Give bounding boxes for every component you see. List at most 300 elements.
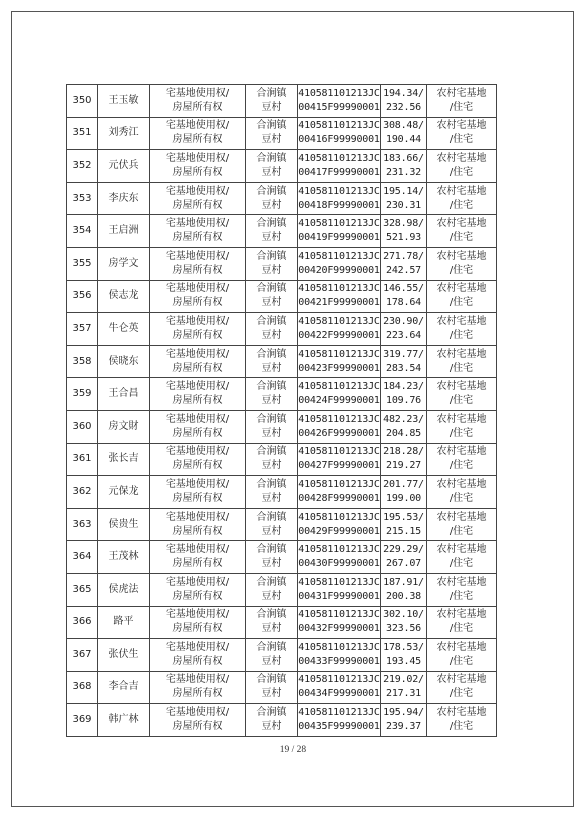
area-cell <box>381 671 427 704</box>
right-type-line: 房屋所有权 <box>172 492 223 504</box>
area-cell <box>381 573 427 606</box>
unit-code-cell <box>298 378 381 411</box>
location-cell <box>246 247 298 280</box>
owner-name-cell: 张伏生 <box>98 639 150 672</box>
owner-name-cell: 牛仑英 <box>98 313 150 346</box>
right-type-cell <box>150 345 246 378</box>
right-type-line: 宅基地使用权/ <box>165 641 230 653</box>
land-use-cell <box>427 117 497 150</box>
land-use-line: 农村宅基地 <box>436 185 487 197</box>
row-number-cell: 360 <box>67 410 98 443</box>
owner-name-cell: 路平 <box>98 606 150 639</box>
land-use-line: /住宅 <box>449 199 474 211</box>
owner-name-cell: 王茂林 <box>98 541 150 574</box>
right-type-line: 房屋所有权 <box>172 232 223 244</box>
location-line: 豆村 <box>261 427 282 439</box>
row-number-cell: 352 <box>67 150 98 183</box>
unit-code-cell <box>298 639 381 672</box>
location-cell <box>246 704 298 737</box>
unit-code-cell <box>298 182 381 215</box>
unit-code-line: 00433F99990001 <box>298 655 380 667</box>
location-line: 合涧镇 <box>256 218 287 230</box>
land-use-cell <box>427 573 497 606</box>
right-type-line: 房屋所有权 <box>172 623 223 635</box>
location-cell <box>246 639 298 672</box>
row-number-cell: 354 <box>67 215 98 248</box>
area-line: 223.64 <box>386 329 421 341</box>
land-use-line: /住宅 <box>449 590 474 602</box>
unit-code-line: 410581101213JC <box>298 283 380 295</box>
owner-name-cell: 王启洲 <box>98 215 150 248</box>
row-number-cell: 362 <box>67 476 98 509</box>
right-type-line: 房屋所有权 <box>172 655 223 667</box>
location-line: 豆村 <box>261 232 282 244</box>
location-line: 合涧镇 <box>256 446 287 458</box>
owner-name-cell: 刘秀江 <box>98 117 150 150</box>
land-use-line: 农村宅基地 <box>436 152 487 164</box>
land-use-line: /住宅 <box>449 395 474 407</box>
location-line: 合涧镇 <box>256 576 287 588</box>
unit-code-cell <box>298 476 381 509</box>
unit-code-line: 00429F99990001 <box>298 525 380 537</box>
land-use-cell <box>427 476 497 509</box>
unit-code-line: 410581101213JC <box>298 348 380 360</box>
right-type-line: 宅基地使用权/ <box>165 120 230 132</box>
area-cell <box>381 704 427 737</box>
owner-name-cell: 王合昌 <box>98 378 150 411</box>
area-cell <box>381 378 427 411</box>
land-use-cell <box>427 247 497 280</box>
right-type-line: 房屋所有权 <box>172 558 223 570</box>
right-type-line: 宅基地使用权/ <box>165 707 230 719</box>
unit-code-cell <box>298 671 381 704</box>
location-cell <box>246 410 298 443</box>
location-line: 合涧镇 <box>256 120 287 132</box>
location-line: 豆村 <box>261 395 282 407</box>
location-line: 合涧镇 <box>256 185 287 197</box>
land-use-cell <box>427 85 497 118</box>
unit-code-cell <box>298 443 381 476</box>
row-number-cell: 359 <box>67 378 98 411</box>
land-use-cell <box>427 215 497 248</box>
table-row <box>67 247 497 280</box>
location-line: 豆村 <box>261 460 282 472</box>
right-type-line: 宅基地使用权/ <box>165 152 230 164</box>
page-number: 19 / 28 <box>279 745 307 755</box>
owner-name-cell: 侯晓东 <box>98 345 150 378</box>
row-number-cell: 364 <box>67 541 98 574</box>
area-line: 199.00 <box>386 492 421 504</box>
unit-code-line: 410581101213JC <box>298 707 380 719</box>
area-line: 319.77/ <box>383 348 424 360</box>
land-use-line: /住宅 <box>449 460 474 472</box>
right-type-line: 宅基地使用权/ <box>165 576 230 588</box>
right-type-cell <box>150 476 246 509</box>
location-line: 豆村 <box>261 134 282 146</box>
right-type-cell <box>150 410 246 443</box>
registry-table <box>66 84 497 737</box>
right-type-line: 房屋所有权 <box>172 721 223 733</box>
table-row <box>67 476 497 509</box>
area-cell <box>381 410 427 443</box>
land-use-cell <box>427 508 497 541</box>
land-use-cell <box>427 606 497 639</box>
table-row <box>67 410 497 443</box>
unit-code-line: 410581101213JC <box>298 609 380 621</box>
unit-code-line: 00416F99990001 <box>298 134 380 146</box>
location-cell <box>246 313 298 346</box>
area-cell <box>381 150 427 183</box>
land-use-cell <box>427 443 497 476</box>
land-use-line: 农村宅基地 <box>436 446 487 458</box>
right-type-cell <box>150 313 246 346</box>
right-type-line: 房屋所有权 <box>172 166 223 178</box>
location-line: 合涧镇 <box>256 641 287 653</box>
row-number-cell: 351 <box>67 117 98 150</box>
right-type-line: 宅基地使用权/ <box>165 250 230 262</box>
area-line: 215.15 <box>386 525 421 537</box>
location-cell <box>246 117 298 150</box>
location-cell <box>246 345 298 378</box>
area-cell <box>381 247 427 280</box>
right-type-cell <box>150 639 246 672</box>
table-row <box>67 345 497 378</box>
owner-name-cell: 侯虎法 <box>98 573 150 606</box>
location-cell <box>246 476 298 509</box>
right-type-cell <box>150 573 246 606</box>
area-line: 204.85 <box>386 427 421 439</box>
table-row <box>67 313 497 346</box>
land-use-cell <box>427 704 497 737</box>
land-use-line: 农村宅基地 <box>436 120 487 132</box>
right-type-cell <box>150 541 246 574</box>
area-line: 195.14/ <box>383 185 424 197</box>
unit-code-cell <box>298 313 381 346</box>
table-row <box>67 182 497 215</box>
location-cell <box>246 280 298 313</box>
table-row <box>67 639 497 672</box>
land-use-line: /住宅 <box>449 558 474 570</box>
area-line: 183.66/ <box>383 152 424 164</box>
right-type-line: 房屋所有权 <box>172 362 223 374</box>
area-line: 146.55/ <box>383 283 424 295</box>
land-use-line: 农村宅基地 <box>436 511 487 523</box>
right-type-line: 宅基地使用权/ <box>165 381 230 393</box>
location-line: 合涧镇 <box>256 87 287 99</box>
area-cell <box>381 476 427 509</box>
location-cell <box>246 573 298 606</box>
right-type-line: 宅基地使用权/ <box>165 478 230 490</box>
right-type-line: 房屋所有权 <box>172 688 223 700</box>
location-cell <box>246 85 298 118</box>
right-type-line: 房屋所有权 <box>172 264 223 276</box>
location-line: 合涧镇 <box>256 413 287 425</box>
location-line: 豆村 <box>261 329 282 341</box>
area-line: 194.34/ <box>383 87 424 99</box>
area-line: 190.44 <box>386 134 421 146</box>
area-line: 482.23/ <box>383 413 424 425</box>
right-type-line: 房屋所有权 <box>172 297 223 309</box>
unit-code-line: 410581101213JC <box>298 446 380 458</box>
table-row <box>67 85 497 118</box>
land-use-line: 农村宅基地 <box>436 674 487 686</box>
land-use-line: 农村宅基地 <box>436 609 487 621</box>
area-cell <box>381 443 427 476</box>
unit-code-line: 00421F99990001 <box>298 297 380 309</box>
row-number-cell: 367 <box>67 639 98 672</box>
location-line: 豆村 <box>261 101 282 113</box>
area-line: 230.90/ <box>383 315 424 327</box>
land-use-cell <box>427 378 497 411</box>
right-type-line: 房屋所有权 <box>172 460 223 472</box>
owner-name-cell: 房学文 <box>98 247 150 280</box>
area-line: 323.56 <box>386 623 421 635</box>
right-type-cell <box>150 378 246 411</box>
location-cell <box>246 378 298 411</box>
unit-code-line: 410581101213JC <box>298 381 380 393</box>
location-line: 豆村 <box>261 525 282 537</box>
right-type-line: 宅基地使用权/ <box>165 544 230 556</box>
land-use-cell <box>427 410 497 443</box>
area-cell <box>381 182 427 215</box>
owner-name-cell: 李庆东 <box>98 182 150 215</box>
location-line: 豆村 <box>261 655 282 667</box>
area-line: 271.78/ <box>383 250 424 262</box>
location-cell <box>246 150 298 183</box>
row-number-cell: 358 <box>67 345 98 378</box>
right-type-cell <box>150 280 246 313</box>
unit-code-line: 410581101213JC <box>298 120 380 132</box>
right-type-cell <box>150 704 246 737</box>
area-line: 178.53/ <box>383 641 424 653</box>
land-use-line: /住宅 <box>449 166 474 178</box>
location-line: 豆村 <box>261 297 282 309</box>
unit-code-line: 00428F99990001 <box>298 492 380 504</box>
land-use-cell <box>427 541 497 574</box>
right-type-cell <box>150 508 246 541</box>
area-cell <box>381 541 427 574</box>
row-number-cell: 357 <box>67 313 98 346</box>
row-number-cell: 363 <box>67 508 98 541</box>
location-cell <box>246 606 298 639</box>
land-use-line: 农村宅基地 <box>436 87 487 99</box>
location-cell <box>246 508 298 541</box>
location-line: 豆村 <box>261 623 282 635</box>
area-line: 195.94/ <box>383 707 424 719</box>
area-line: 239.37 <box>386 721 421 733</box>
unit-code-line: 410581101213JC <box>298 87 380 99</box>
right-type-cell <box>150 671 246 704</box>
table-row <box>67 671 497 704</box>
area-line: 283.54 <box>386 362 421 374</box>
unit-code-cell <box>298 606 381 639</box>
unit-code-line: 410581101213JC <box>298 511 380 523</box>
right-type-line: 宅基地使用权/ <box>165 315 230 327</box>
right-type-line: 宅基地使用权/ <box>165 348 230 360</box>
right-type-line: 房屋所有权 <box>172 427 223 439</box>
area-cell <box>381 117 427 150</box>
location-line: 豆村 <box>261 558 282 570</box>
location-line: 豆村 <box>261 362 282 374</box>
area-line: 217.31 <box>386 688 421 700</box>
table-row <box>67 508 497 541</box>
right-type-line: 宅基地使用权/ <box>165 218 230 230</box>
unit-code-line: 00432F99990001 <box>298 623 380 635</box>
area-line: 218.28/ <box>383 446 424 458</box>
land-use-cell <box>427 345 497 378</box>
unit-code-line: 00426F99990001 <box>298 427 380 439</box>
land-use-line: /住宅 <box>449 297 474 309</box>
land-use-cell <box>427 671 497 704</box>
unit-code-line: 00420F99990001 <box>298 264 380 276</box>
location-line: 合涧镇 <box>256 348 287 360</box>
area-line: 231.32 <box>386 166 421 178</box>
land-use-line: 农村宅基地 <box>436 576 487 588</box>
unit-code-line: 410581101213JC <box>298 185 380 197</box>
location-line: 豆村 <box>261 199 282 211</box>
unit-code-cell <box>298 117 381 150</box>
right-type-line: 宅基地使用权/ <box>165 413 230 425</box>
unit-code-cell <box>298 508 381 541</box>
row-number-cell: 353 <box>67 182 98 215</box>
unit-code-cell <box>298 704 381 737</box>
right-type-cell <box>150 117 246 150</box>
row-number-cell: 355 <box>67 247 98 280</box>
location-line: 合涧镇 <box>256 250 287 262</box>
location-cell <box>246 215 298 248</box>
right-type-line: 宅基地使用权/ <box>165 283 230 295</box>
location-line: 合涧镇 <box>256 609 287 621</box>
location-line: 豆村 <box>261 166 282 178</box>
unit-code-line: 410581101213JC <box>298 674 380 686</box>
location-line: 豆村 <box>261 492 282 504</box>
right-type-line: 房屋所有权 <box>172 590 223 602</box>
right-type-cell <box>150 150 246 183</box>
unit-code-cell <box>298 280 381 313</box>
unit-code-line: 00422F99990001 <box>298 329 380 341</box>
land-use-line: 农村宅基地 <box>436 283 487 295</box>
unit-code-cell <box>298 150 381 183</box>
table-row <box>67 280 497 313</box>
unit-code-line: 00417F99990001 <box>298 166 380 178</box>
unit-code-line: 410581101213JC <box>298 413 380 425</box>
unit-code-line: 00415F99990001 <box>298 101 380 113</box>
row-number-cell: 350 <box>67 85 98 118</box>
location-line: 豆村 <box>261 721 282 733</box>
unit-code-line: 410581101213JC <box>298 315 380 327</box>
unit-code-line: 410581101213JC <box>298 576 380 588</box>
right-type-cell <box>150 85 246 118</box>
area-cell <box>381 606 427 639</box>
unit-code-line: 410581101213JC <box>298 152 380 164</box>
right-type-line: 房屋所有权 <box>172 199 223 211</box>
row-number-cell: 356 <box>67 280 98 313</box>
unit-code-line: 00418F99990001 <box>298 199 380 211</box>
unit-code-line: 00424F99990001 <box>298 395 380 407</box>
land-use-cell <box>427 150 497 183</box>
row-number-cell: 361 <box>67 443 98 476</box>
right-type-line: 房屋所有权 <box>172 101 223 113</box>
land-use-line: 农村宅基地 <box>436 218 487 230</box>
table-row <box>67 215 497 248</box>
owner-name-cell: 王玉敏 <box>98 85 150 118</box>
land-use-line: 农村宅基地 <box>436 315 487 327</box>
table-row <box>67 573 497 606</box>
unit-code-cell <box>298 215 381 248</box>
location-line: 合涧镇 <box>256 283 287 295</box>
unit-code-cell <box>298 345 381 378</box>
area-cell <box>381 639 427 672</box>
land-use-line: /住宅 <box>449 134 474 146</box>
area-cell <box>381 313 427 346</box>
area-cell <box>381 280 427 313</box>
row-number-cell: 366 <box>67 606 98 639</box>
unit-code-cell <box>298 85 381 118</box>
location-line: 合涧镇 <box>256 152 287 164</box>
unit-code-line: 00434F99990001 <box>298 688 380 700</box>
area-line: 187.91/ <box>383 576 424 588</box>
right-type-line: 宅基地使用权/ <box>165 511 230 523</box>
land-use-line: /住宅 <box>449 655 474 667</box>
location-cell <box>246 671 298 704</box>
unit-code-line: 00419F99990001 <box>298 232 380 244</box>
area-line: 178.64 <box>386 297 421 309</box>
owner-name-cell: 侯贵生 <box>98 508 150 541</box>
table-row <box>67 443 497 476</box>
land-use-line: 农村宅基地 <box>436 707 487 719</box>
row-number-cell: 369 <box>67 704 98 737</box>
right-type-line: 房屋所有权 <box>172 525 223 537</box>
unit-code-cell <box>298 247 381 280</box>
location-line: 豆村 <box>261 688 282 700</box>
row-number-cell: 365 <box>67 573 98 606</box>
right-type-line: 宅基地使用权/ <box>165 609 230 621</box>
unit-code-line: 410581101213JC <box>298 218 380 230</box>
right-type-cell <box>150 215 246 248</box>
area-line: 201.77/ <box>383 478 424 490</box>
land-use-cell <box>427 639 497 672</box>
location-line: 合涧镇 <box>256 674 287 686</box>
unit-code-line: 00423F99990001 <box>298 362 380 374</box>
right-type-line: 房屋所有权 <box>172 395 223 407</box>
area-cell <box>381 345 427 378</box>
table-row <box>67 117 497 150</box>
owner-name-cell: 韩广林 <box>98 704 150 737</box>
unit-code-line: 410581101213JC <box>298 250 380 262</box>
table-body <box>67 85 497 737</box>
land-use-line: 农村宅基地 <box>436 544 487 556</box>
area-line: 230.31 <box>386 199 421 211</box>
area-line: 195.53/ <box>383 511 424 523</box>
land-use-line: /住宅 <box>449 492 474 504</box>
table-row <box>67 606 497 639</box>
area-cell <box>381 85 427 118</box>
land-use-line: 农村宅基地 <box>436 478 487 490</box>
area-line: 229.29/ <box>383 544 424 556</box>
unit-code-line: 00427F99990001 <box>298 460 380 472</box>
area-line: 219.27 <box>386 460 421 472</box>
land-use-line: /住宅 <box>449 525 474 537</box>
land-use-line: 农村宅基地 <box>436 413 487 425</box>
owner-name-cell: 元保龙 <box>98 476 150 509</box>
area-line: 242.57 <box>386 264 421 276</box>
area-line: 219.02/ <box>383 674 424 686</box>
location-line: 合涧镇 <box>256 511 287 523</box>
right-type-cell <box>150 443 246 476</box>
location-line: 合涧镇 <box>256 544 287 556</box>
area-line: 200.38 <box>386 590 421 602</box>
location-line: 豆村 <box>261 590 282 602</box>
